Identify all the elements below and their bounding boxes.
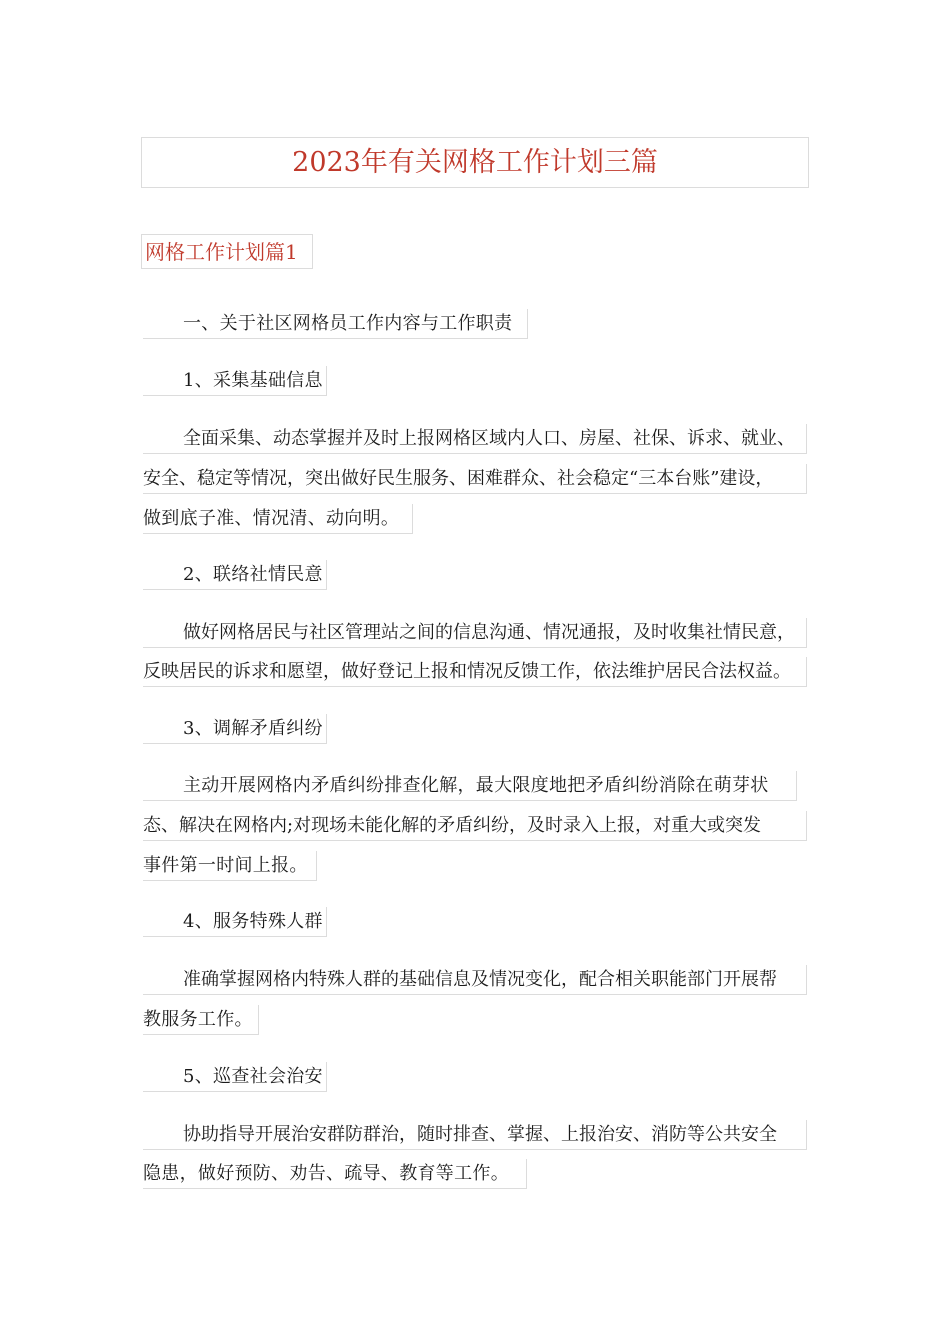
paragraph-line: 主动开展网格内矛盾纠纷排查化解，最大限度地把矛盾纠纷消除在萌芽状 — [143, 771, 797, 801]
subheading-1: 1、采集基础信息 — [143, 366, 327, 396]
paragraph-line: 做到底子准、情况清、动向明。 — [143, 504, 413, 534]
paragraph-line: 准确掌握网格内特殊人群的基础信息及情况变化，配合相关职能部门开展帮 — [143, 965, 807, 995]
paragraph-line: 反映居民的诉求和愿望，做好登记上报和情况反馈工作，依法维护居民合法权益。 — [143, 657, 807, 687]
subheading-4: 4、服务特殊人群 — [143, 907, 327, 937]
paragraph-line: 事件第一时间上报。 — [143, 851, 317, 881]
document-title: 2023年有关网格工作计划三篇 — [141, 137, 809, 188]
heading-line-1: 一、关于社区网格员工作内容与工作职责 — [143, 309, 528, 339]
paragraph-line: 全面采集、动态掌握并及时上报网格区域内人口、房屋、社保、诉求、就业、 — [143, 424, 807, 454]
paragraph-line: 态、解决在网格内;对现场未能化解的矛盾纠纷，及时录入上报，对重大或突发 — [143, 811, 807, 841]
paragraph-line: 做好网格居民与社区管理站之间的信息沟通、情况通报，及时收集社情民意， — [143, 618, 807, 648]
subheading-5: 5、巡查社会治安 — [143, 1062, 327, 1092]
paragraph-line: 协助指导开展治安群防群治，随时排查、掌握、上报治安、消防等公共安全 — [143, 1120, 807, 1150]
subheading-3: 3、调解矛盾纠纷 — [143, 714, 327, 744]
paragraph-line: 教服务工作。 — [143, 1005, 259, 1035]
section-heading: 网格工作计划篇1 — [141, 234, 313, 269]
paragraph-line: 隐患，做好预防、劝告、疏导、教育等工作。 — [143, 1159, 527, 1189]
paragraph-line: 安全、稳定等情况，突出做好民生服务、困难群众、社会稳定“三本台账”建设， — [143, 464, 807, 494]
subheading-2: 2、联络社情民意 — [143, 560, 327, 590]
